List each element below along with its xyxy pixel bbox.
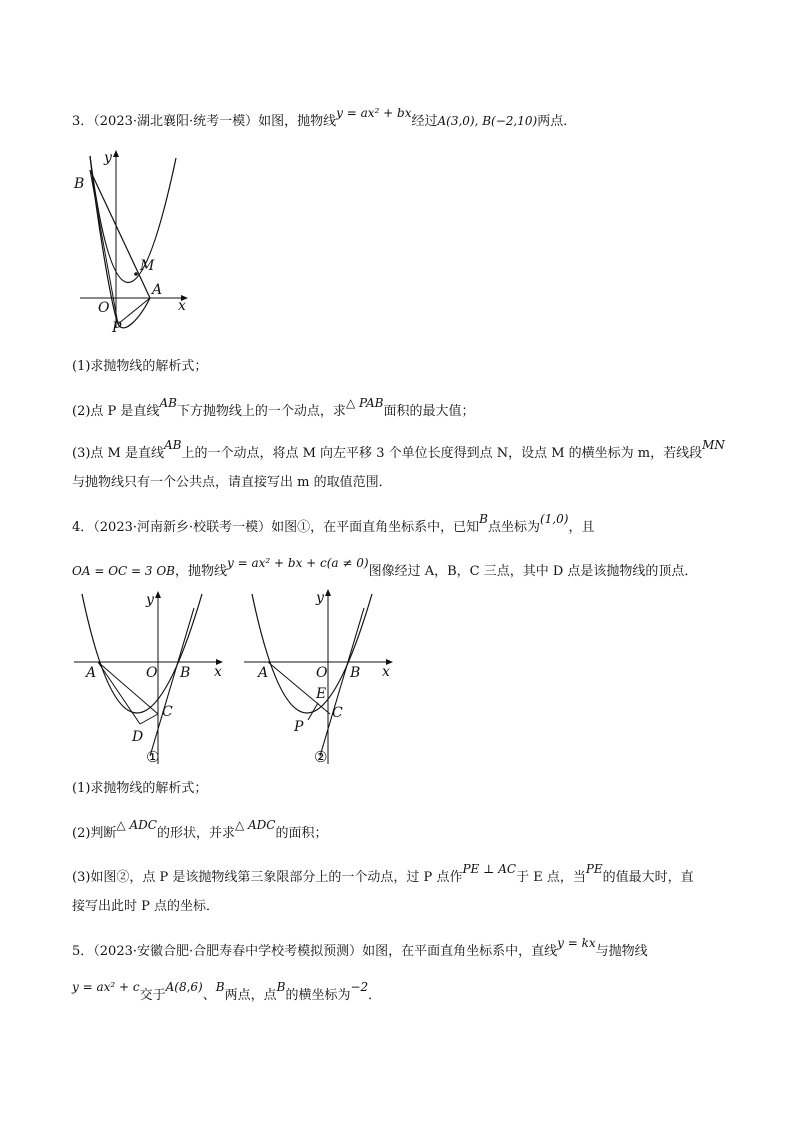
fig4a-label-b: B bbox=[180, 665, 191, 681]
fig4a-label-x: x bbox=[214, 664, 222, 680]
problem-4-statement: 4．（2023·河南新乡·校联考一模）如图①，在平面直角坐标系中，已知B点坐标为(1,0)，且 bbox=[72, 512, 595, 535]
problem-4-q3: (3)如图②，点 P 是该抛物线第三象限部分上的一个动点，过 P 点作PE ⊥ AC于 E 点，当PE的值最大时，直 bbox=[72, 862, 694, 885]
fig4b-label-e: E bbox=[316, 686, 327, 702]
problem-4-q2: (2)判断△ ADC的形状，并求△ ADC的面积； bbox=[72, 818, 328, 841]
fig4a-label-y: y bbox=[146, 592, 154, 608]
fig4b-label-x: x bbox=[382, 664, 390, 680]
fig3-label-a: A bbox=[152, 282, 163, 298]
fig4b-caption: ② bbox=[314, 748, 328, 766]
fig3-label-y: y bbox=[104, 150, 112, 166]
problem-5-statement-cont: y = ax² + c交于A(8,6)、B两点，点B的横坐标为−2． bbox=[72, 980, 382, 1003]
fig4b-label-b: B bbox=[350, 665, 361, 681]
fig4b-label-c: C bbox=[332, 705, 343, 721]
fig4b-label-y: y bbox=[316, 590, 324, 606]
problem-5-statement: 5．（2023·安徽合肥·合肥寿春中学校考模拟预测）如图，在平面直角坐标系中，直线y = kx与抛物线 bbox=[72, 936, 648, 959]
fig4a-caption: ① bbox=[146, 748, 160, 766]
problem-3-figure bbox=[68, 148, 198, 338]
fig3-label-m: M bbox=[140, 258, 155, 274]
fig4a-label-c: C bbox=[162, 704, 173, 720]
fig4a-label-a: A bbox=[86, 665, 97, 681]
problem-4-q3-cont: 接写出此时 P 点的坐标． bbox=[72, 899, 220, 914]
fig4a-label-d: D bbox=[132, 729, 144, 745]
fig3-label-o: O bbox=[98, 300, 110, 316]
problem-4-q1: (1)求抛物线的解析式； bbox=[72, 781, 208, 796]
fig4b-label-p: P bbox=[294, 719, 304, 735]
fig3-label-p: P bbox=[112, 320, 122, 336]
fig4b-label-o: O bbox=[316, 665, 328, 681]
fig3-label-b: B bbox=[74, 176, 85, 192]
problem-3-q3-cont: 与抛物线只有一个公共点，请直接写出 m 的取值范围． bbox=[72, 475, 392, 490]
problem-3-q3: (3)点 M 是直线AB上的一个动点，将点 M 向左平移 3 个单位长度得到点 N，设点 M 的横坐标为 m，若线段MN bbox=[72, 438, 725, 461]
fig3-label-x: x bbox=[178, 298, 186, 314]
problem-3-q1: (1)求抛物线的解析式； bbox=[72, 359, 208, 374]
problem-4-statement-cont: OA = OC = 3 OB，抛物线y = ax² + bx + c(a ≠ 0)图像经过 A，B，C 三点，其中 D 点是该抛物线的顶点． bbox=[72, 556, 698, 579]
fig4b-label-a: A bbox=[258, 665, 269, 681]
fig4a-label-o: O bbox=[146, 665, 158, 681]
problem-3-q2: (2)点 P 是直线AB下方抛物线上的一个动点，求△ PAB面积的最大值； bbox=[72, 396, 475, 419]
problem-4-figure-1 bbox=[70, 588, 230, 768]
problem-4-figure-2 bbox=[240, 586, 400, 768]
problem-3-statement: 3．（2023·湖北襄阳·统考一模）如图，抛物线y = ax² + bx经过A(3,0), B(−2,10)两点． bbox=[72, 106, 577, 129]
